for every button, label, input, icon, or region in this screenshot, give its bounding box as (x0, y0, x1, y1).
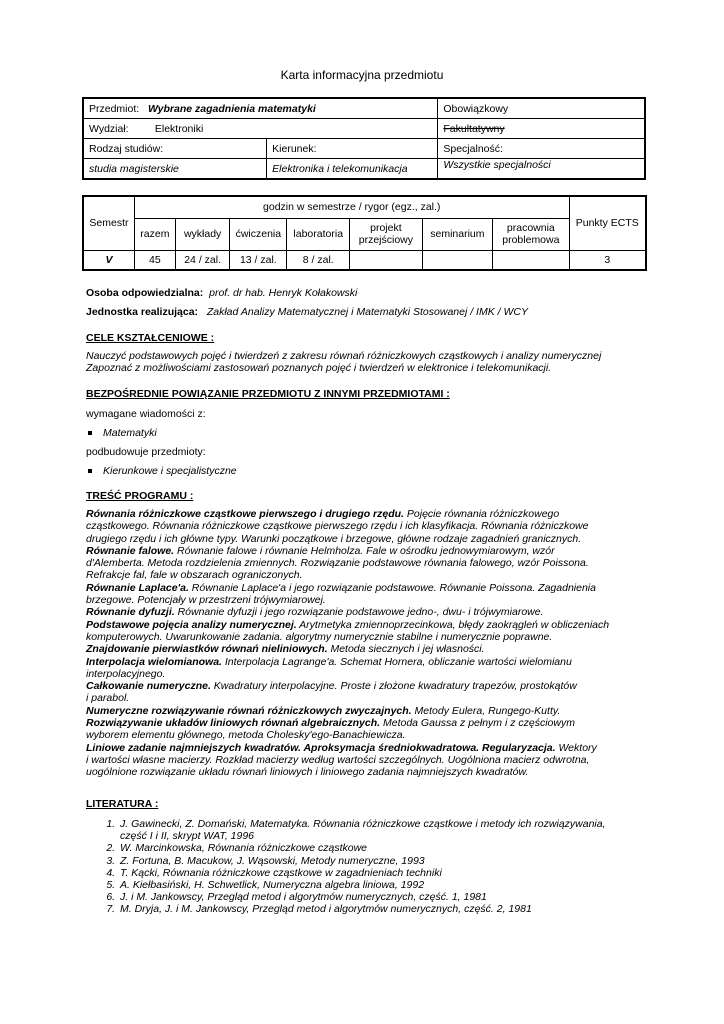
jednostka-line (86, 306, 528, 318)
tresc-desc: brzegowe. Potencjały w przestrzeni trójwymiarowej. (86, 594, 326, 607)
tresc-line (86, 606, 646, 618)
tresc-desc: Równanie Laplace'a i jego rozwiązanie podstawowe. Równanie Poissona. Zagadnienia (188, 581, 596, 594)
tresc-desc: Kwadratury interpolacyjne. Proste i złożone kwadratury trapezów, prostokątów (210, 680, 577, 693)
tresc-line (86, 766, 646, 778)
tresc-topic: Równanie Laplace'a. (86, 581, 189, 594)
specjalnosc-value: Wszystkie specjalności (438, 159, 645, 180)
literatura-heading: LITERATURA : (86, 798, 159, 810)
jednostka-label: Jednostka realizująca: (86, 306, 199, 318)
kierunek-label: Kierunek: (267, 139, 438, 159)
hours-table (82, 195, 647, 271)
tresc-topic: Równania różniczkowe cząstkowe pierwszego i drugiego rzędu. (86, 508, 404, 520)
tresc-desc: Refrakcje fal, fale w obszarach ograniczonych. (86, 569, 303, 582)
course-info-table (82, 97, 646, 180)
tresc-desc: Arytmetyka zmiennoprzecinkowa, błędy zaokrągleń w obliczeniach (296, 618, 610, 631)
ects-header: Punkty ECTS (569, 196, 646, 250)
wymagane-item-text: Matematyki (103, 427, 157, 439)
literatura-item (118, 867, 678, 879)
tresc-topic: Znajdowanie pierwiastków równań nieliniowych. (86, 643, 328, 656)
literatura-line: T. Kącki, Równania różniczkowe cząstkowe w zagadnieniach techniki (120, 866, 442, 879)
tresc-line (86, 656, 646, 668)
tresc-desc: drugiego rzędu i ich główne typy. Warunki początkowe i brzegowe, główne rodzaje zagadnień granicznych. (86, 532, 582, 545)
col-razem: razem (134, 218, 175, 250)
literatura-line: A. Kiełbasiński, H. Schwetlick, Numeryczna algebra liniowa, 1992 (120, 879, 425, 892)
wydzial-value: Elektroniki (154, 122, 204, 135)
cell-projekt (350, 250, 422, 270)
tresc-line (86, 631, 646, 643)
tresc-desc: komputerowych. Uwarunkowanie zadania. algorytmy numerycznie stabilne i numerycznie poprawne. (86, 630, 553, 643)
podbudowuje-item (88, 465, 237, 477)
powiazanie-heading: BEZPOŚREDNIE POWIĄZANIE PRZEDMIOTU Z INNYMI PRZEDMIOTAMI : (86, 388, 450, 400)
cell-pracownia (493, 250, 569, 270)
osoba-label: Osoba odpowiedzialna: (86, 287, 204, 299)
przedmiot-value: Wybrane zagadnienia matematyki (147, 102, 316, 115)
cell-laboratoria: 8 / zal. (287, 250, 350, 270)
przedmiot-cell (83, 98, 438, 119)
col-projekt: projekt przejściowy (350, 218, 422, 250)
tresc-desc: Metoda siecznych i jej własności. (327, 643, 485, 656)
tresc-desc: d'Alemberta. Metoda rozdzielenia zmiennych. Rozwiązanie podstawowe równania falowego, wzór Poissona. (86, 557, 589, 570)
page-title: Karta informacyjna przedmiotu (280, 68, 444, 82)
tresc-desc: Równanie falowe i równanie Helmholza. Fale w ośrodku jednowymiarowym, wzór (174, 544, 555, 557)
tresc-desc: Metoda Gaussa z pełnym i z częściowym (380, 717, 575, 730)
tresc-line (86, 754, 646, 766)
osoba-value: prof. dr hab. Henryk Kołakowski (209, 287, 358, 299)
tresc-line (86, 692, 646, 704)
tresc-line (86, 594, 646, 606)
tresc-line (86, 557, 646, 569)
tresc-topic: Równanie dyfuzji. (86, 606, 175, 619)
podbudowuje-item-text: Kierunkowe i specjalistyczne (103, 465, 237, 477)
literatura-list (86, 818, 678, 916)
tresc-line (86, 742, 646, 754)
tresc-desc: cząstkowego. Równania różniczkowe cząstkowe pierwszego rzędu i ich klasyfikacja. Równania różniczkowe (86, 520, 589, 533)
literatura-item (118, 879, 678, 891)
tresc-line (86, 619, 646, 631)
tresc-desc: Równanie dyfuzji i jego rozwiązanie podstawowe jedno-, dwu- i trójwymiarowe. (174, 606, 544, 619)
tresc-desc: interpolacyjnego. (86, 667, 166, 680)
cell-razem: 45 (134, 250, 175, 270)
col-cwiczenia: ćwiczenia (230, 218, 287, 250)
col-seminarium: seminarium (422, 218, 493, 250)
literatura-line: Z. Fortuna, B. Macukow, J. Wąsowski, Metody numeryczne, 1993 (120, 854, 425, 867)
specjalnosc-label: Specjalność: (438, 139, 645, 159)
kierunek-value: Elektronika i telekomunikacja (267, 159, 438, 180)
cell-seminarium (422, 250, 493, 270)
rodzaj-label: Rodzaj studiów: (83, 139, 267, 159)
obowiazkowy-cell: Obowiązkowy (438, 98, 645, 119)
tresc-text (86, 508, 646, 779)
podbudowuje-label: podbudowuje przedmioty: (86, 446, 206, 458)
col-pracownia: pracownia problemowa (493, 218, 569, 250)
cele-line: Zapoznać z możliwościami zastosowań poznanych pojęć i twierdzeń w elektronice i telekomunikacji. (86, 362, 552, 375)
tresc-desc: Metody Eulera, Rungego-Kutty. (411, 704, 561, 717)
tresc-desc: i wartości własne macierzy. Rozkład macierzy według wartości szczególnych. Uogólniona macierz odwrotna, (86, 753, 590, 766)
tresc-topic: Równanie falowe. (86, 544, 175, 557)
wydzial-label: Wydział: (89, 122, 129, 135)
godzin-header: godzin w semestrze / rygor (egz., zal.) (134, 196, 569, 218)
tresc-heading: TREŚĆ PROGRAMU : (86, 490, 194, 502)
tresc-line (86, 582, 646, 594)
tresc-line (86, 545, 646, 557)
tresc-line (86, 668, 646, 680)
cele-text (86, 350, 646, 375)
tresc-line (86, 569, 646, 581)
literatura-item (118, 818, 678, 842)
wymagane-label: wymagane wiadomości z: (86, 408, 206, 420)
cele-line: Nauczyć podstawowych pojęć i twierdzeń z zakresu równań różniczkowych cząstkowych i analizy numerycznej (86, 350, 602, 362)
semestr-header: Semestr (83, 196, 134, 250)
bullet-icon (88, 431, 92, 435)
col-wyklady: wykłady (175, 218, 230, 250)
tresc-desc: i parabol. (86, 692, 130, 705)
literatura-item (118, 855, 678, 867)
tresc-line (86, 533, 646, 545)
tresc-desc: Wektory (555, 741, 597, 754)
literatura-line: J. i M. Jankowscy, Przegląd metod i algorytmów numerycznych, część. 1, 1981 (120, 891, 487, 904)
cell-wyklady: 24 / zal. (175, 250, 230, 270)
literatura-line: część I i II, skrypt WAT, 1996 (120, 830, 255, 843)
tresc-line (86, 680, 646, 692)
osoba-line (86, 287, 357, 299)
tresc-desc: wyborem elementu głównego, metoda Cholesky'ego-Banachiewicza. (86, 729, 406, 742)
tresc-line (86, 705, 646, 717)
tresc-desc: Interpolacja Lagrange'a. Schemat Hornera, obliczanie wartości wielomianu (221, 655, 572, 668)
tresc-topic: Rozwiązywanie układów liniowych równań algebraicznych. (86, 717, 381, 730)
col-laboratoria: laboratoria (287, 218, 350, 250)
literatura-line: J. Gawinecki, Z. Domański, Matematyka. Równania różniczkowe cząstkowe i metody ich rozwiązywania, (120, 818, 606, 830)
bullet-icon (88, 469, 92, 473)
fakultatywny-cell: Fakultatywny (438, 119, 645, 139)
semestr-value: V (83, 250, 134, 270)
tresc-topic: Numeryczne rozwiązywanie równań różniczkowych zwyczajnych. (86, 704, 412, 717)
tresc-topic: Interpolacja wielomianowa. (86, 655, 222, 668)
ects-value: 3 (569, 250, 646, 270)
literatura-item (118, 903, 678, 915)
tresc-line (86, 717, 646, 729)
cele-heading: CELE KSZTAŁCENIOWE : (86, 332, 215, 344)
wydzial-cell (83, 119, 438, 139)
przedmiot-label: Przedmiot: (89, 102, 140, 115)
wymagane-item (88, 427, 157, 439)
rodzaj-value: studia magisterskie (83, 159, 267, 180)
tresc-topic: Podstawowe pojęcia analizy numerycznej. (86, 618, 297, 631)
tresc-line (86, 520, 646, 532)
literatura-line: M. Dryja, J. i M. Jankowscy, Przegląd metod i algorytmów numerycznych, część. 2, 1981 (120, 903, 532, 916)
tresc-desc: Pojęcie równania różniczkowego (403, 508, 560, 520)
jednostka-value: Zakład Analizy Matematycznej i Matematyki Stosowanej / IMK / WCY (206, 306, 528, 318)
tresc-topic: Liniowe zadanie najmniejszych kwadratów. Aproksymacja średniokwadratowa. Regularyzacja. (86, 741, 556, 754)
literatura-line: W. Marcinkowska, Równania różniczkowe cząstkowe (120, 842, 368, 855)
tresc-desc: uogólnione rozwiązanie układu równań liniowych i liniowego zadania najmniejszych kwadratów. (86, 766, 529, 779)
cell-cwiczenia: 13 / zal. (230, 250, 287, 270)
tresc-line (86, 729, 646, 741)
tresc-line (86, 643, 646, 655)
literatura-item (118, 891, 678, 903)
tresc-topic: Całkowanie numeryczne. (86, 680, 211, 693)
tresc-line (86, 508, 646, 520)
literatura-item (118, 842, 678, 854)
